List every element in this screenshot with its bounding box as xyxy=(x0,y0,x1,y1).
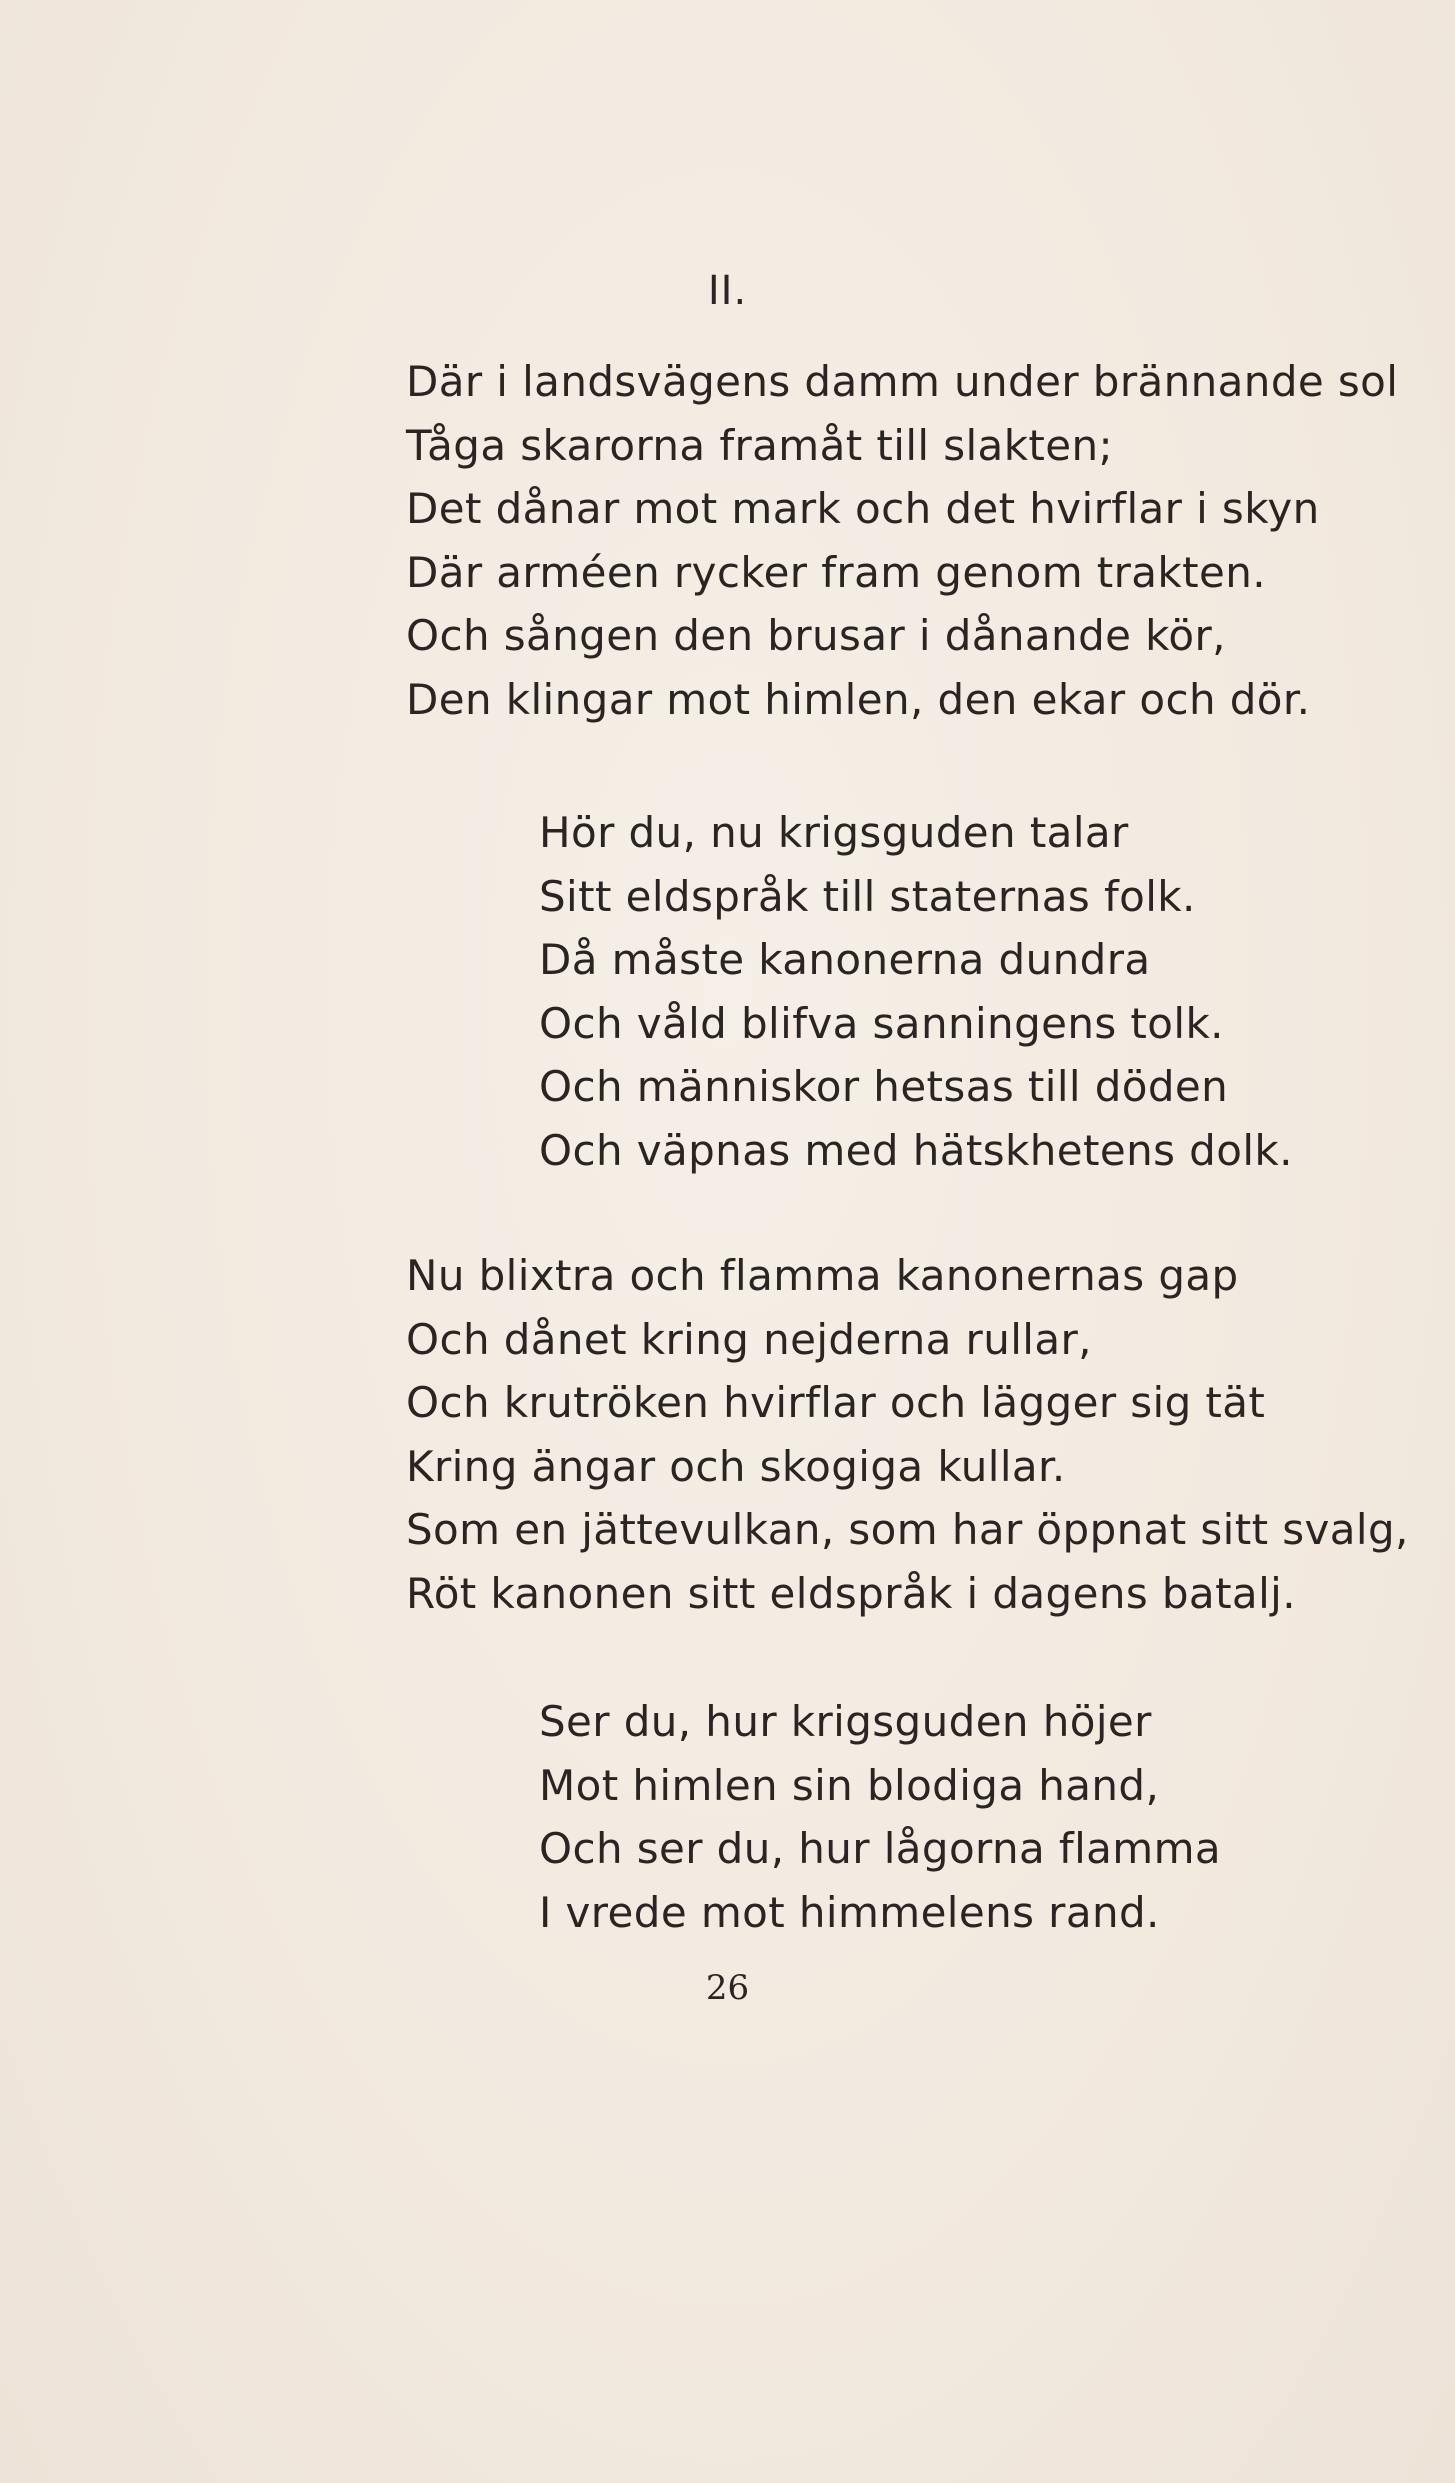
poem-line: Och våld blifva sanningens tolk. xyxy=(539,998,1224,1048)
stanza-3 xyxy=(406,1244,1409,1625)
poem-line: Den klingar mot himlen, den ekar och dör. xyxy=(406,674,1311,724)
poem-line: Och ser du, hur lågorna flamma xyxy=(539,1824,1222,1873)
poem-line: Ser du, hur krigsguden höjer xyxy=(539,1697,1152,1746)
poem-line: Tåga skarorna framåt till slakten; xyxy=(406,420,1114,470)
poem-line: Då måste kanonerna dundra xyxy=(539,935,1151,984)
poem-line: Kring ängar och skogiga kullar. xyxy=(406,1441,1066,1491)
page-number: 26 xyxy=(705,1968,750,2008)
stanza-4 xyxy=(539,1690,1221,1944)
stanza-1 xyxy=(406,350,1398,731)
poem-line: Sitt eldspråk till staternas folk. xyxy=(539,871,1196,921)
poem-line: Där i landsvägens damm under brännande sol xyxy=(406,357,1399,406)
poem-line: Som en jättevulkan, som har öppnat sitt svalg, xyxy=(406,1505,1409,1554)
poem-line: Där arméen rycker fram genom trakten. xyxy=(406,547,1267,597)
poem-line: Mot himlen sin blodiga hand, xyxy=(539,1760,1160,1810)
poem-line: Det dånar mot mark och det hvirflar i skyn xyxy=(406,484,1320,533)
poem-line: Och dånet kring nejderna rullar, xyxy=(406,1314,1092,1364)
poem-part-heading: II. xyxy=(707,268,748,314)
poem-line: Och människor hetsas till döden xyxy=(539,1062,1229,1111)
poem-line: Och krutröken hvirflar och lägger sig tät xyxy=(406,1378,1266,1427)
poem-line: I vrede mot himmelens rand. xyxy=(539,1887,1160,1937)
poem-line: Röt kanonen sitt eldspråk i dagens batalj. xyxy=(406,1568,1296,1618)
poem-line: Nu blixtra och flamma kanonernas gap xyxy=(406,1251,1239,1300)
poem-line: Och sången den brusar i dånande kör, xyxy=(406,611,1226,660)
poem-line: Och väpnas med hätskhetens dolk. xyxy=(539,1125,1293,1175)
stanza-2 xyxy=(539,801,1293,1182)
poem-line: Hör du, nu krigsguden talar xyxy=(539,808,1129,857)
